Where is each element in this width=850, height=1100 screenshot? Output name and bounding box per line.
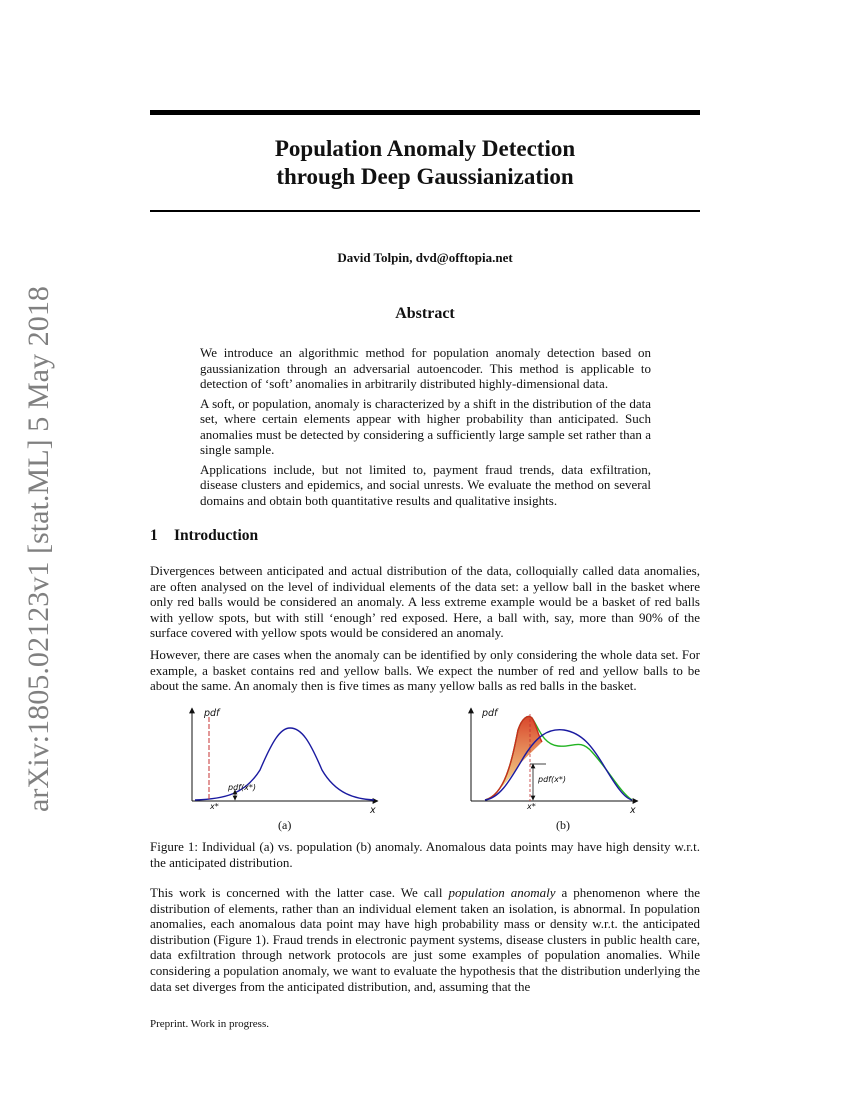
section-title: Introduction	[174, 527, 259, 544]
title-top-rule	[150, 110, 700, 115]
section-number: 1	[150, 527, 158, 544]
panel-a-x-star-label: x*	[210, 802, 219, 811]
paper-title	[150, 135, 700, 191]
panel-b-x-label: x	[630, 805, 636, 816]
abstract-paragraph: Applications include, but not limited to, payment fraud trends, data exfiltration, disease clusters and epidemics, and social unrests. We evaluate the method on several domains and obtain both quantitative results and qualitative insights.	[200, 461, 651, 508]
body-paragraph: Divergences between anticipated and actual distribution of the data, colloquially called data anomalies, are often analysed on the level of individual elements of the data set: a yellow ball in the basket where only red balls would be considered an anomaly. A less extreme example would be a basket of red balls with yellow spots, but with still ‘enough’ red exposed. Here, a ball with, say, more than 90% of the surface covered with yellow spots would be considered an anomaly.	[150, 563, 700, 641]
panel-a-anticipated-curve	[195, 728, 374, 800]
panel-b-actual-curve	[485, 717, 632, 801]
figure-1	[180, 700, 636, 840]
author-line: David Tolpin, dvd@offtopia.net	[337, 250, 513, 265]
abstract-paragraph: We introduce an algorithmic method for population anomaly detection based on gaussianization through an adversarial autoencoder. This method is applicable to detection of ‘soft’ anomalies in arbitrarily distributed highly-dimensional data.	[200, 345, 651, 391]
panel-a-y-label: pdf	[204, 708, 220, 719]
panel-a-pdf-label: pdf(x*)	[228, 783, 256, 792]
panel-a-sublabel: (a)	[278, 818, 292, 832]
figure-1-caption: Figure 1: Individual (a) vs. population (b) anomaly. Anomalous data points may have high density w.r.t. the anticipated distribution.	[150, 839, 700, 870]
population-anomaly-body	[150, 885, 700, 1000]
body-paragraph: However, there are cases when the anomaly can be identified by only considering the whole data set. For example, a basket contains red and yellow balls. We expect the number of red and yellow balls to be about the same. An anomaly then is five times as many yellow balls as red balls in the basket.	[150, 646, 700, 694]
body-paragraph	[150, 885, 700, 994]
abstract-heading: Abstract	[395, 305, 455, 322]
panel-b-x-star-label: x*	[527, 802, 536, 811]
body-text-run: a phenomenon where the distribution of elements, rather than an individual element taken an isolation, is abnormal. In population anomalies, each anomalous data point may have high probability mass or density w.r.t. the anticipated distribution (Figure 1). Fraud trends in electronic payment systems, disease clusters in public health care, data exfiltration through network protocols are just some examples of population anomalies. While considering a population anomaly, we want to evaluate the hypothesis that the distribution underlying the data set diverges from the anticipated distribution, and, assuming that the	[150, 885, 700, 994]
figure-1-plots	[180, 700, 636, 840]
arxiv-identifier	[14, 286, 58, 812]
abstract-paragraph: A soft, or population, anomaly is characterized by a shift in the distribution of the data set, where certain elements appear with higher probability than anticipated. Such anomalies must be detected by considering a sufficiently large sample set rather than a single sample.	[200, 395, 651, 457]
panel-b	[471, 708, 638, 832]
arxiv-identifier-text: arXiv:1805.02123v1 [stat.ML] 5 May 2018	[22, 288, 55, 812]
preprint-footer: Preprint. Work in progress.	[150, 1018, 269, 1030]
emphasis-term: population anomaly	[448, 885, 556, 900]
panel-a-x-label: x	[370, 805, 376, 816]
panel-b-sublabel: (b)	[556, 818, 570, 832]
panel-a	[192, 708, 378, 832]
panel-b-y-label: pdf	[482, 708, 498, 719]
paper-title-line1: Population Anomaly Detection	[274, 136, 576, 161]
paper-title-line2: through Deep Gaussianization	[276, 164, 574, 189]
panel-b-anomaly-area	[485, 717, 542, 801]
title-bottom-rule	[150, 210, 700, 212]
body-text-run: This work is concerned with the latter case. We call	[150, 885, 449, 900]
abstract-body	[200, 345, 651, 512]
panel-b-pdf-label: pdf(x*)	[538, 775, 566, 784]
panel-b-anticipated-curve	[485, 730, 632, 800]
introduction-body	[150, 563, 700, 700]
section-heading-introduction	[150, 527, 258, 545]
